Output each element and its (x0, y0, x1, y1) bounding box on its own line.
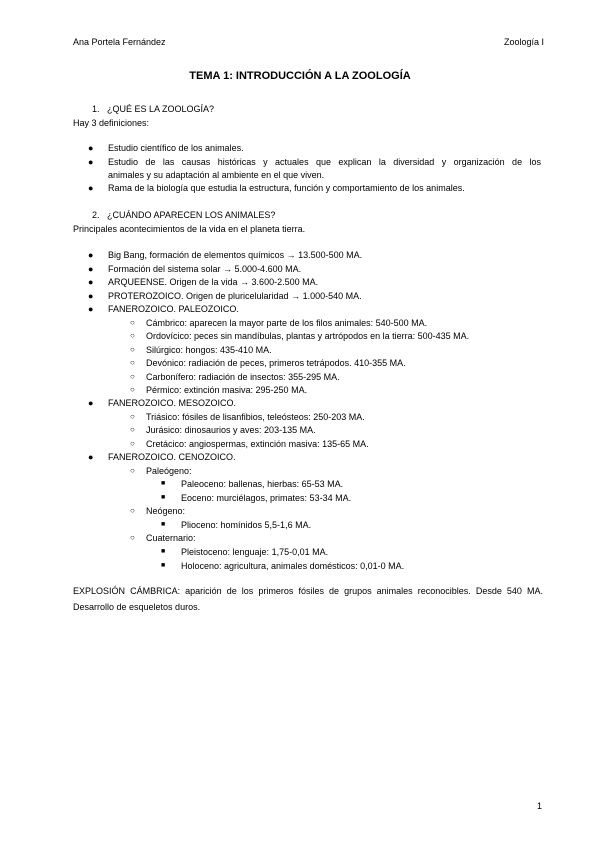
bullet-icon: ● (88, 277, 94, 287)
section2-intro: Principales acontecimientos de la vida en el planeta tierra. (73, 224, 306, 234)
event-item: Formación del sistema solar → 5.000-4.600 MA. (108, 264, 302, 274)
bullet-icon: ● (88, 143, 94, 153)
period-label: Cuaternario: (146, 533, 196, 543)
circle-bullet-icon: ○ (130, 466, 135, 475)
header-author: Ana Portela Fernández (73, 37, 166, 47)
bullet-icon: ● (88, 264, 94, 274)
epoch-item: Holoceno: agricultura, animales domésticos: 0,01-0 MA. (181, 561, 405, 571)
period-item: Cámbrico: aparecen la mayor parte de los filos animales: 540-500 MA. (146, 318, 428, 328)
epoch-item: Paleoceno: ballenas, hierbas: 65-53 MA. (181, 479, 344, 489)
epoch-item: Pleistoceno: lenguaje: 1,75-0,01 MA. (181, 547, 329, 557)
circle-bullet-icon: ○ (130, 425, 135, 434)
circle-bullet-icon: ○ (130, 439, 135, 448)
period-item: Carbonífero: radiación de insectos: 355-295 MA. (146, 372, 340, 382)
square-bullet-icon: ■ (161, 562, 166, 569)
bullet-icon: ● (88, 291, 94, 301)
circle-bullet-icon: ○ (130, 331, 135, 340)
bullet-icon: ● (88, 452, 94, 462)
bullet-icon: ● (88, 157, 94, 167)
circle-bullet-icon: ○ (130, 318, 135, 327)
circle-bullet-icon: ○ (130, 506, 135, 515)
bullet-icon: ● (88, 250, 94, 260)
event-item: Big Bang, formación de elementos químicos → 13.500-500 MA. (108, 250, 363, 260)
period-item: Triásico: fósiles de lisanfibios, teleósteos: 250-203 MA. (146, 412, 365, 422)
period-item: Ordovícico: peces sin mandíbulas, plantas y artrópodos en la tierra: 500-435 MA. (146, 331, 470, 341)
closing-paragraph: EXPLOSIÓN CÁMBRICA: aparición de los primeros fósiles de grupos animales reconocibles. Desde 540 MA. Desarrollo de esqueletos duros. (73, 586, 543, 612)
square-bullet-icon: ■ (161, 494, 166, 501)
period-item: Cretácico: angiospermas, extinción masiva: 135-65 MA. (146, 439, 369, 449)
square-bullet-icon: ■ (161, 548, 166, 555)
period-label: Neógeno: (146, 506, 186, 516)
definition-item-continuation: animales y su adaptación al ambiente en el que viven. (108, 170, 325, 180)
epoch-item: Eoceno: murciélagos, primates: 53-34 MA. (181, 493, 352, 503)
section2-number: 2. (92, 210, 100, 220)
circle-bullet-icon: ○ (130, 412, 135, 421)
definition-item: Rama de la biología que estudia la estructura, función y comportamiento de los animales. (108, 183, 465, 193)
era-label: FANEROZOICO. PALEOZOICO. (108, 304, 239, 314)
section1-number: 1. (92, 104, 100, 114)
circle-bullet-icon: ○ (130, 533, 135, 542)
event-item: PROTEROZOICO. Origen de pluricelularidad → 1.000-540 MA. (108, 291, 362, 301)
bullet-icon: ● (88, 398, 94, 408)
period-item: Jurásico: dinosaurios y aves: 203-135 MA. (146, 425, 316, 435)
period-label: Paleógeno: (146, 466, 192, 476)
event-item: ARQUEENSE. Origen de la vida → 3.600-2.500 MA. (108, 277, 319, 287)
bullet-icon: ● (88, 183, 94, 193)
circle-bullet-icon: ○ (130, 358, 135, 367)
period-item: Pérmico: extinción masiva: 295-250 MA. (146, 385, 308, 395)
period-item: Silúrgico: hongos: 435-410 MA. (146, 345, 272, 355)
document-title: TEMA 1: INTRODUCCIÓN A LA ZOOLOGÍA (189, 70, 411, 82)
definition-item: Estudio científico de los animales. (108, 143, 244, 153)
section2-heading: ¿CUÁNDO APARECEN LOS ANIMALES? (107, 210, 276, 220)
bullet-icon: ● (88, 304, 94, 314)
circle-bullet-icon: ○ (130, 372, 135, 381)
circle-bullet-icon: ○ (130, 385, 135, 394)
square-bullet-icon: ■ (161, 521, 166, 528)
definition-item: Estudio de las causas históricas y actuales que explican la diversidad y organización de los (108, 157, 541, 167)
era-label: FANEROZOICO. CENOZOICO. (108, 452, 236, 462)
header-course: Zoología I (503, 37, 544, 47)
era-label: FANEROZOICO. MESOZOICO. (108, 398, 237, 408)
period-item: Devónico: radiación de peces, primeros tetrápodos. 410-355 MA. (146, 358, 406, 368)
section1-intro: Hay 3 definiciones: (73, 118, 150, 128)
circle-bullet-icon: ○ (130, 345, 135, 354)
page-number: 1 (536, 801, 542, 811)
section1-heading: ¿QUÉ ES LA ZOOLOGÍA? (107, 104, 215, 114)
square-bullet-icon: ■ (161, 480, 166, 487)
epoch-item: Plioceno: homínidos 5,5-1,6 MA. (181, 520, 312, 530)
